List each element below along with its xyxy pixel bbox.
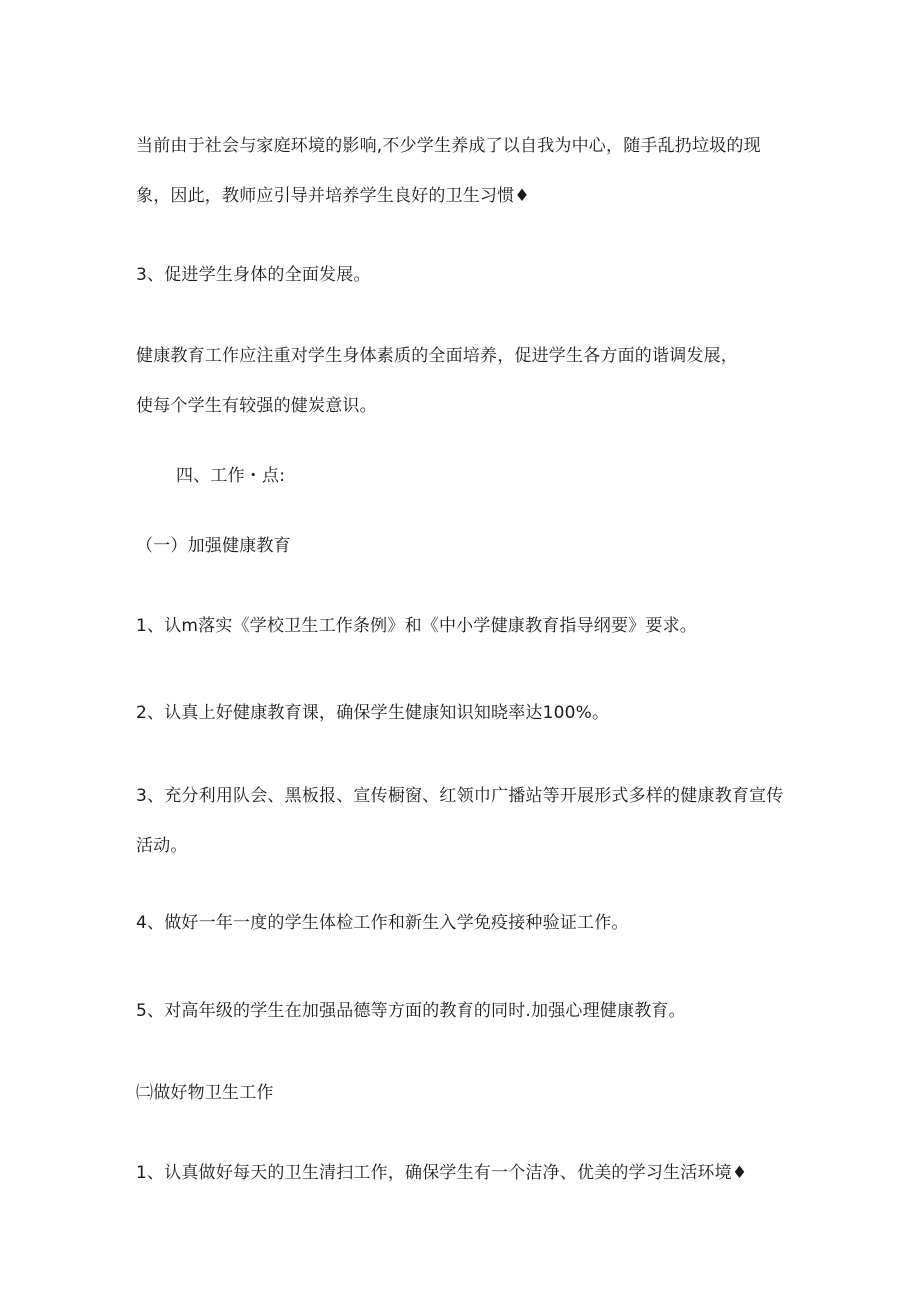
section-heading-3: 3、促进学生身体的全面发展。: [136, 265, 371, 285]
list-item-5: 5、对高年级的学生在加强品德等方面的教育的同时.加强心理健康教育。: [136, 1001, 686, 1021]
paragraph-line-1: 当前由于社会与家庭环境的影响,不少学生养成了以自我为中心，随手乱扔垃圾的现: [136, 136, 761, 156]
list-item-2: 2、认真上好健康教育课，确保学生健康知识知晓率达100%。: [136, 703, 610, 723]
subsection-heading-2: ㈡做好物卫生工作: [136, 1083, 274, 1103]
paragraph-line-3: 健康教育工作应注重对学生身体素质的全面培养，促进学生各方面的谐调发展，: [136, 346, 738, 366]
list-item-1: 1、认m落实《学校卫生工作条例》和《中小学健康教育指导纲要》要求。: [136, 616, 697, 636]
list-item-3-continuation: 活动。: [136, 836, 188, 856]
paragraph-line-2: 象，因此，教师应引导并培养学生良好的卫生习惯♦: [136, 186, 530, 206]
chapter-heading: 四、工作・点:: [176, 466, 286, 486]
list-item-6: 1、认真做好每天的卫生清扫工作，确保学生有一个洁净、优美的学习生活环境♦: [136, 1163, 748, 1183]
list-item-4: 4、做好一年一度的学生体检工作和新生入学免疫接种验证工作。: [136, 913, 629, 933]
list-item-3: 3、充分利用队会、黑板报、宣传橱窗、红领巾广播站等开展形式多样的健康教育宣传: [136, 786, 784, 806]
paragraph-line-4: 使每个学生有较强的健炭意识。: [136, 396, 377, 416]
subsection-heading-1: （一）加强健康教育: [136, 536, 291, 556]
